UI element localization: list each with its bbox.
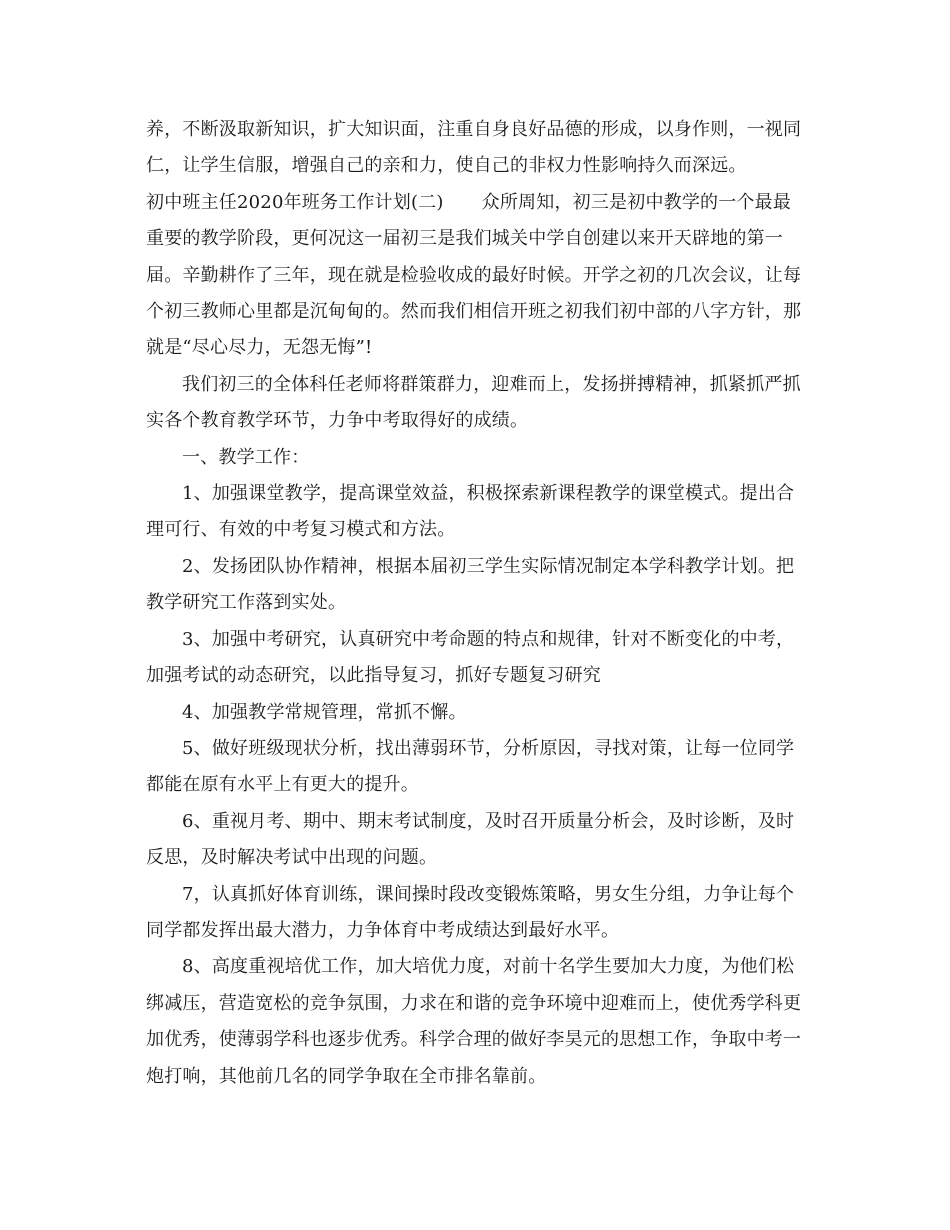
list-item: 5、做好班级现状分析，找出薄弱环节，分析原因，寻找对策，让每一位同学都能在原有水平上有更大的提升。: [146, 737, 795, 796]
plan-title: 初中班主任2020年班务工作计划(二): [146, 191, 444, 213]
section-heading: 一、教学工作：: [182, 446, 310, 468]
team-commitment-paragraph: 我们初三的全体科任老师将群策群力，迎难而上，发扬拼搏精神，抓紧抓严抓实各个教育教学环节，力争中考取得好的成绩。: [146, 373, 801, 432]
list-item: 8、高度重视培优工作，加大培优力度，对前十名学生要加大力度，为他们松绑减压，营造宽松的竞争氛围，力求在和谐的竞争环境中迎难而上，使优秀学科更加优秀，使薄弱学科也逐步优秀。科学合理的做好李昊元的思想工作，争取中考一炮打响，其他前几名的同学争取在全市排名靠前。: [146, 956, 802, 1087]
list-item: 2、发扬团队协作精神，根据本届初三学生实际情况制定本学科教学计划。把教学研究工作落到实处。: [146, 555, 795, 614]
plan-intro-text: 众所周知，初三是初中教学的一个最最重要的教学阶段，更何况这一届初三是我们城关中学自创建以来开天辟地的第一届。辛勤耕作了三年，现在就是检验收成的最好时候。开学之初的几次会议，让每个初三教师心里都是沉甸甸的。然而我们相信开班之初我们初中部的八字方针，那就是“尽心尽力，无怨无悔”!: [146, 191, 802, 359]
document-body: [146, 112, 808, 1095]
list-item: 7，认真抓好体育训练，课间操时段改变锻炼策略，男女生分组，力争让每个同学都发挥出最大潜力，力争体育中考成绩达到最好水平。: [146, 883, 795, 941]
list-item: 4、加强教学常规管理，常抓不懈。: [182, 701, 467, 723]
plan-title-paragraph: [146, 185, 808, 367]
list-item: 3、加强中考研究，认真研究中考命题的特点和规律，针对不断变化的中考，加强考试的动态研究，以此指导复习，抓好专题复习研究: [146, 628, 795, 687]
list-item: 1、加强课堂教学，提高课堂效益，积极探索新课程教学的课堂模式。提出合理可行、有效的中考复习模式和方法。: [146, 483, 795, 541]
continued-paragraph: 养，不断汲取新知识，扩大知识面，注重自身良好品德的形成，以身作则，一视同仁，让学生信服，增强自己的亲和力，使自己的非权力性影响持久而深远。: [146, 119, 802, 177]
list-item: 6、重视月考、期中、期末考试制度，及时召开质量分析会，及时诊断，及时反思，及时解决考试中出现的问题。: [146, 810, 795, 869]
